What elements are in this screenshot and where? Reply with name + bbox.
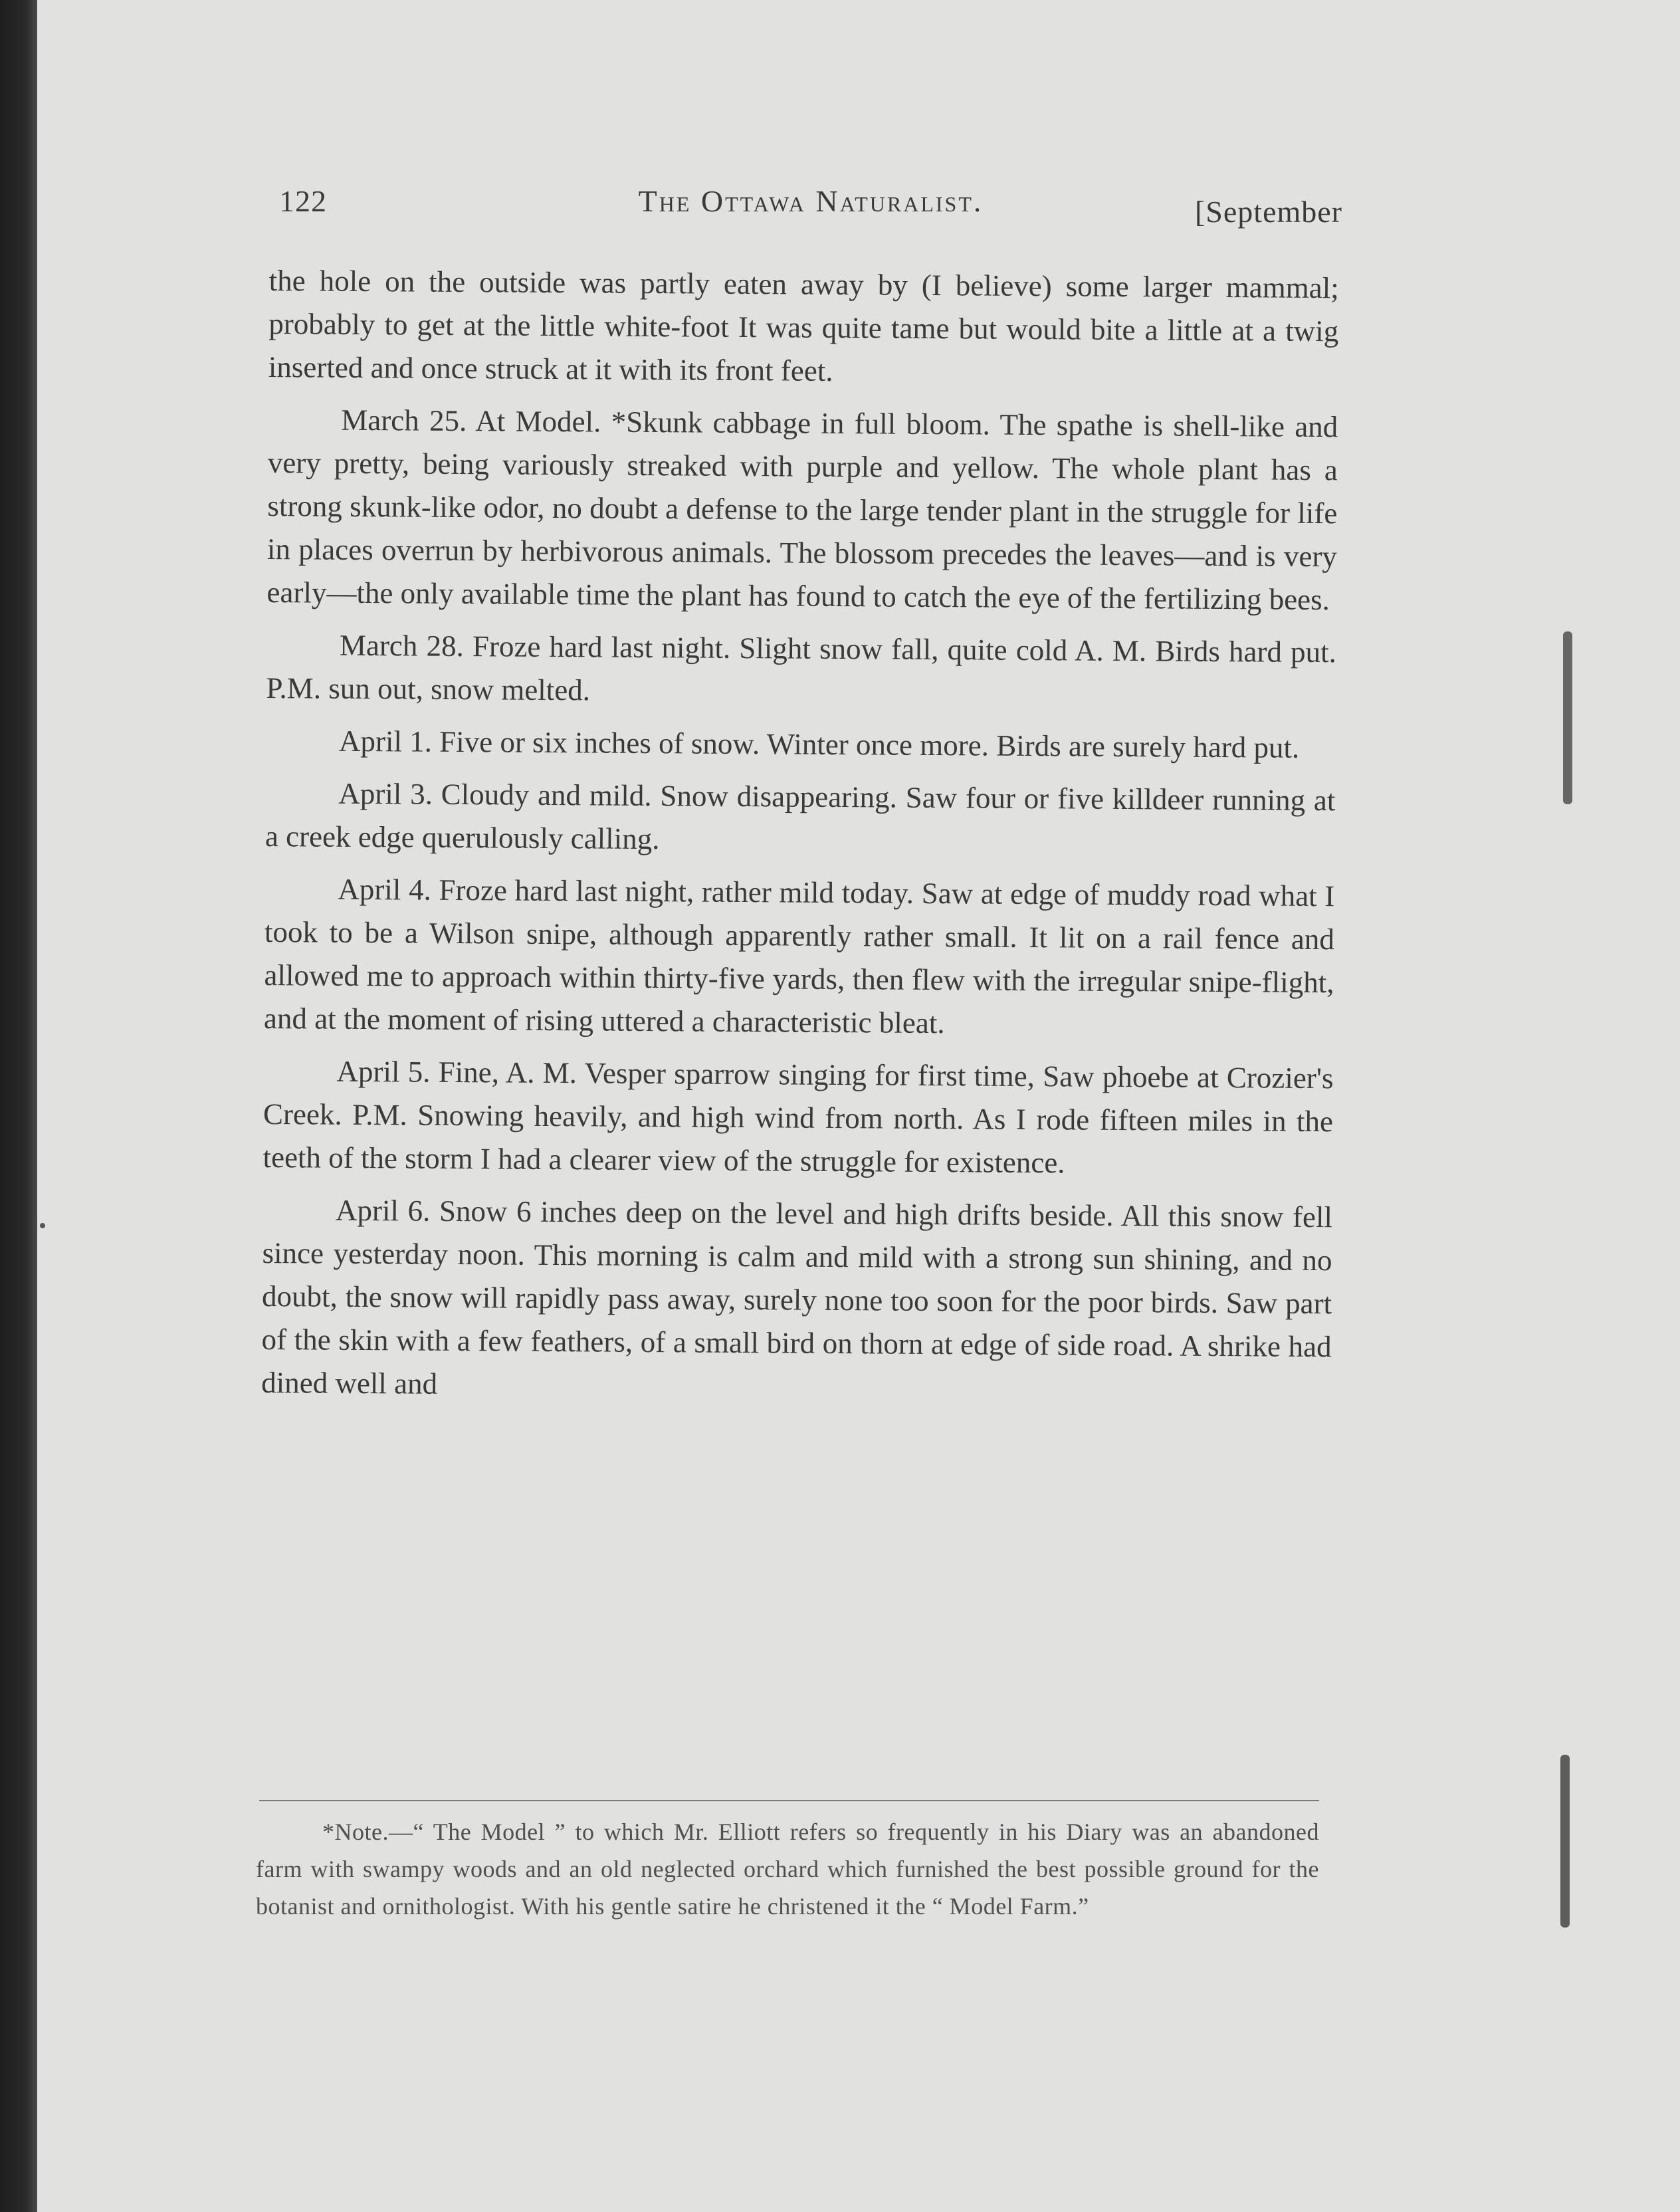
book-spine-edge (0, 0, 37, 2212)
page-number: 122 (279, 184, 327, 218)
issue-month: [September (1194, 195, 1342, 229)
diary-entry-april-6: April 6. Snow 6 inches deep on the level and high drifts beside. All this snow fell since yesterday noon. This morning is calm and mild with a strong sun shining, and no doubt, the snow will rapidly pass away, surely none too soon for the poor birds. Saw part of the skin with a few feathers, of a small bird on thorn at edge of side road. A shrike had dined well and (261, 1193, 1333, 1400)
running-header (279, 179, 1342, 233)
diary-entry-march-28: March 28. Froze hard last night. Slight snow fall, quite cold A. M. Birds hard put. P.M. sun out, snow melted. (266, 628, 1337, 707)
diary-entry-april-3: April 3. Cloudy and mild. Snow disappearing. Saw four or five killdeer running at a creek edge querulously calling. (264, 776, 1336, 856)
page-clip-mark (1563, 631, 1572, 804)
paragraph-continuation: the hole on the outside was partly eaten away by (I believe) some larger mammal; probably to get at the little white-foot It was quite tame but would bite a little at a twig inserted and once struck at it with its front feet. (268, 263, 1339, 387)
footnote: *Note.—“ The Model ” to which Mr. Elliott refers so frequently in his Diary was an abandoned farm with swampy woods and an old neglected orchard which furnished the best possible ground for the botanist and ornithologist. With his gentle satire he christened it the “ Model Farm.” (256, 1819, 1319, 1920)
diary-entry-april-4: April 4. Froze hard last night, rather mild today. Saw at edge of muddy road what I took to be a Wilson snipe, although apparently rather small. It lit on a rail fence and allowed me to approach within thirty-five yards, then flew with the irregular snipe-flight, and at the moment of rising uttered a characteristic bleat. (263, 872, 1335, 1040)
scan-speck (40, 1223, 45, 1228)
page-body (261, 259, 1339, 1421)
footnote-divider (259, 1800, 1319, 1801)
diary-entry-april-1: April 1. Five or six inches of snow. Winter once more. Birds are surely hard put. (338, 724, 1300, 764)
diary-entry-march-25: March 25. At Model. *Skunk cabbage in full bloom. The spathe is shell-like and very pretty, being variously streaked with purple and yellow. The whole plant has a strong skunk-like odor, no doubt a defense to the large tender plant in the struggle for life in places overrun by herbivorous animals. The blossom precedes the leaves—and is very early—the only available time the plant has found to catch the eye of the fertilizing bees. (266, 403, 1338, 617)
journal-title: The Ottawa Naturalist. (638, 184, 984, 218)
page-clip-mark (1560, 1755, 1570, 1928)
diary-entry-april-5: April 5. Fine, A. M. Vesper sparrow singing for first time, Saw phoebe at Crozier's Creek. P.M. Snowing heavily, and high wind from north. As I rode fifteen miles in the teeth of the storm I had a clearer view of the struggle for existence. (262, 1054, 1334, 1180)
